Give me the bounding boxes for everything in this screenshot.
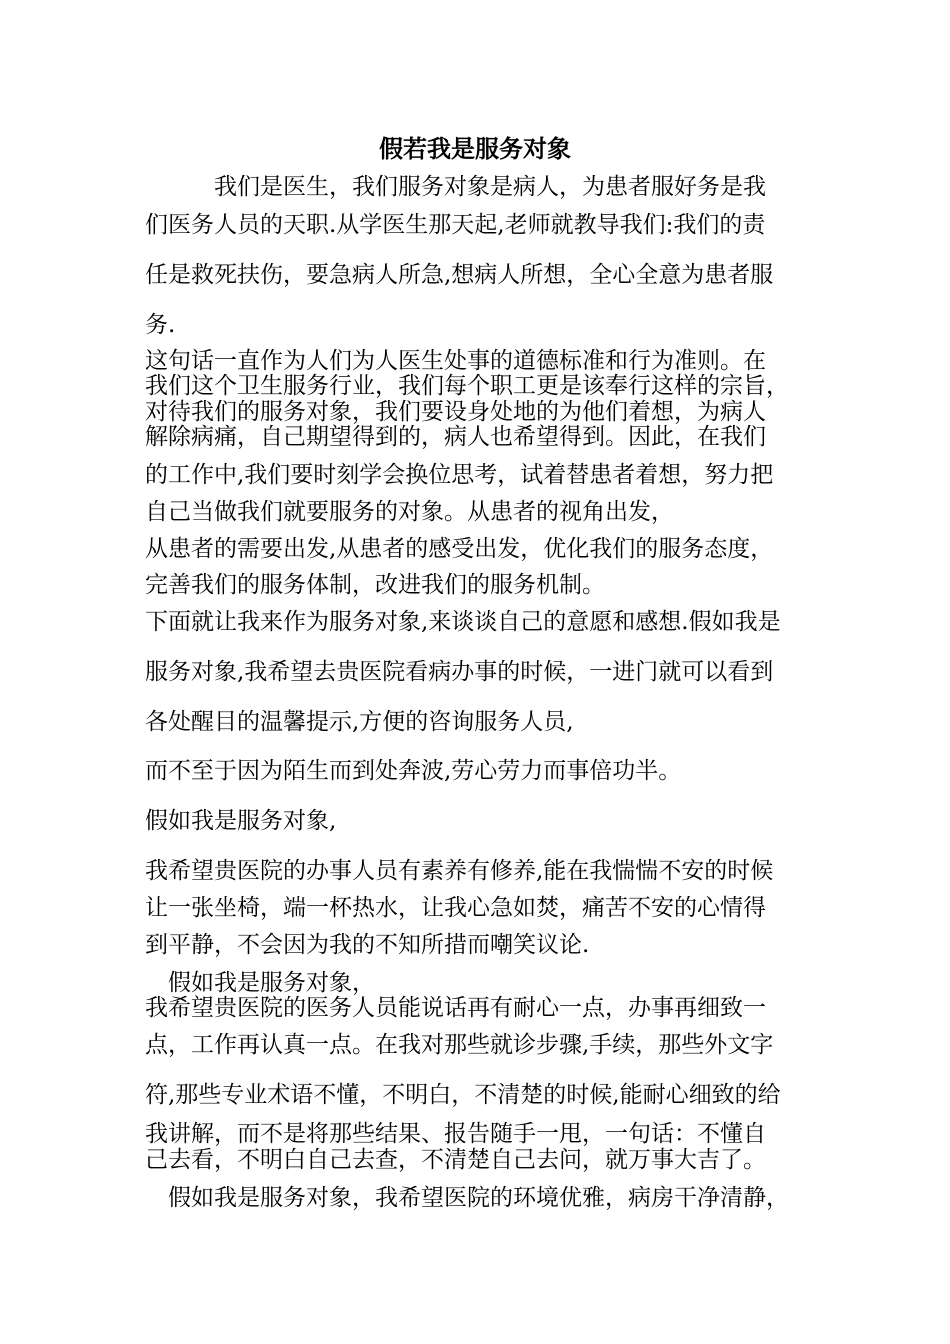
paragraph-line: 完善我们的服务体制，改进我们的服务机制。 <box>145 572 605 598</box>
paragraph-line: 的工作中,我们要时刻学会换位思考，试着替患者着想，努力把 <box>145 462 774 488</box>
paragraph-line: 服务对象,我希望去贵医院看病办事的时候，一进门就可以看到 <box>145 659 774 685</box>
paragraph-line: 我讲解，而不是将那些结果、报告随手一甩，一句话：不懂自 <box>145 1121 766 1147</box>
paragraph-line: 让一张坐椅，端一杯热水，让我心急如焚，痛苦不安的心情得 <box>145 895 766 921</box>
paragraph-line: 假如我是服务对象，我希望医院的环境优雅，病房干净清静， <box>168 1185 789 1211</box>
paragraph-line: 务. <box>145 312 176 338</box>
document-title: 假若我是服务对象 <box>379 134 571 163</box>
paragraph-line: 我们是医生，我们服务对象是病人，为患者服好务是我 <box>214 174 766 200</box>
paragraph-line: 己去看，不明白自己去查，不清楚自己去问，就万事大吉了。 <box>145 1147 766 1173</box>
paragraph-line: 们医务人员的天职.从学医生那天起,老师就教导我们:我们的责 <box>145 212 766 238</box>
paragraph-line: 我希望贵医院的医务人员能说话再有耐心一点，办事再细致一 <box>145 995 766 1021</box>
paragraph-line: 从患者的需要出发,从患者的感受出发，优化我们的服务态度， <box>145 536 774 562</box>
paragraph-line: 我希望贵医院的办事人员有素养有修养,能在我惴惴不安的时候 <box>145 858 774 884</box>
paragraph-line: 而不至于因为陌生而到处奔波,劳心劳力而事倍功半。 <box>145 758 682 784</box>
paragraph-line: 这句话一直作为人们为人医生处事的道德标准和行为准则。在 <box>145 348 766 374</box>
paragraph-line: 我们这个卫生服务行业，我们每个职工更是该奉行这样的宗旨， <box>145 373 789 399</box>
paragraph-line: 任是救死扶伤，要急病人所急,想病人所想，全心全意为患者服 <box>145 262 774 288</box>
paragraph-line: 下面就让我来作为服务对象,来谈谈自己的意愿和感想.假如我是 <box>145 609 781 635</box>
paragraph-line: 假如我是服务对象, <box>145 808 337 834</box>
paragraph-line: 各处醒目的温馨提示,方便的咨询服务人员, <box>145 709 574 735</box>
paragraph-line: 点，工作再认真一点。在我对那些就诊步骤,手续，那些外文字 <box>145 1032 774 1058</box>
paragraph-line: 到平静，不会因为我的不知所措而嘲笑议论. <box>145 932 590 958</box>
paragraph-line: 假如我是服务对象， <box>168 970 375 996</box>
paragraph-line: 符,那些专业术语不懂，不明白，不清楚的时候,能耐心细致的给 <box>145 1082 781 1108</box>
paragraph-line: 对待我们的服务对象，我们要设身处地的为他们着想，为病人 <box>145 399 766 425</box>
paragraph-line: 自己当做我们就要服务的对象。从患者的视角出发， <box>145 499 674 525</box>
paragraph-line: 解除病痛，自己期望得到的，病人也希望得到。因此，在我们 <box>145 424 766 450</box>
